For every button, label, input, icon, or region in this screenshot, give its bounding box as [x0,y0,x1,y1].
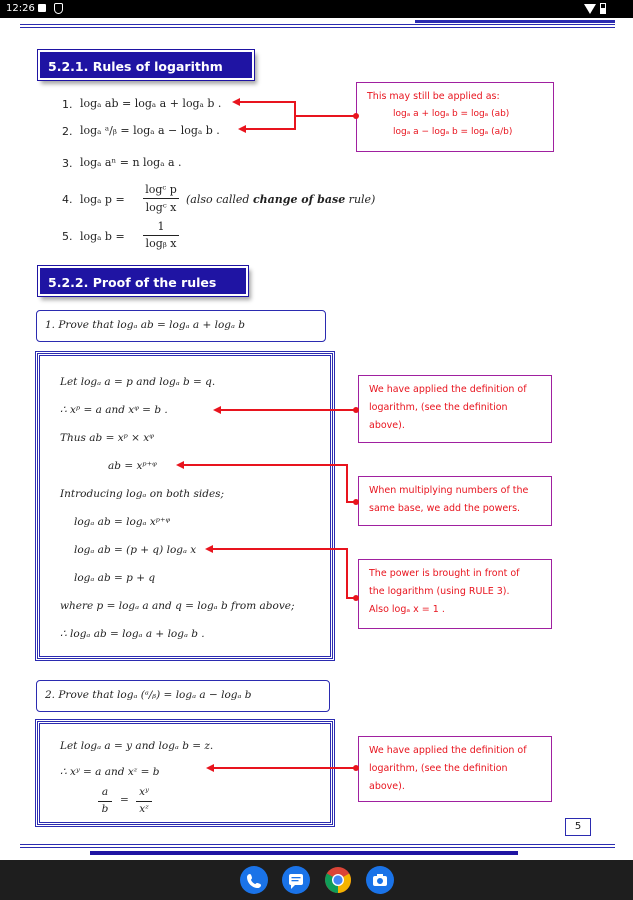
frac-lhs-num: a [101,786,109,798]
proof-line: ∴ xᵖ = a and xᵠ = b . [60,404,168,416]
rule-4-note: (also called change of base rule) [186,193,376,206]
rule-4-frac-num: logᶜ p [145,183,177,196]
rule-number: 3. [62,157,73,170]
fraction-bar [143,235,179,236]
proof-line: ∴ logₐ ab = logₐ a + logₐ b . [60,628,205,640]
rule-number: 4. [62,193,73,206]
messages-icon[interactable] [282,866,310,894]
proof-line: Introducing logₐ on both sides; [60,488,225,500]
frac-rhs-den: xᶻ [139,803,149,815]
rule-number: 1. [62,98,73,111]
battery-icon [600,3,606,14]
rule-5-frac-den: logᵦ x [145,237,177,250]
proof-line: where p = logₐ a and q = logₐ b from above; [60,600,295,612]
proof-line: logₐ ab = logₐ xᵖ⁺ᵠ [74,516,171,528]
rule-2-expr: logₐ ᵃ/ᵦ = logₐ a − logₐ b . [80,124,220,137]
rule-number: 2. [62,125,73,138]
rule-5-lhs: logₐ b = [80,230,125,243]
top-border-line [20,27,615,28]
callout-powers: When multiplying numbers of the same base, we add the powers. [358,476,552,526]
notification-icon [38,4,46,12]
proof-line: ab = xᵖ⁺ᵠ [108,460,157,472]
rule-number: 5. [62,230,73,243]
bottom-border-line [20,847,615,848]
rule-5-frac-num: 1 [157,220,165,233]
proof-line: logₐ ab = p + q [74,572,156,584]
callout-rule-3: The power is brought in front of the logarithm (using RULE 3). Also logₐ x = 1 . [358,559,552,629]
arrow-rule-2 [238,125,246,133]
section-title-rules: 5.2.1. Rules of logarithm [38,50,254,80]
proof-line: ∴ xʸ = a and xᶻ = b [60,766,160,778]
frac-rhs-num: xʸ [139,786,149,798]
phone-icon[interactable] [240,866,268,894]
proof-line: Let logₐ a = p and logₐ b = q. [60,376,216,388]
bottom-border-line [20,844,615,845]
proof-line: Let logₐ a = y and logₐ b = z. [60,740,214,752]
top-border-bar [415,20,615,23]
frac-lhs-den: b [101,803,109,815]
camera-icon[interactable] [366,866,394,894]
rule-4-lhs: logₐ p = [80,193,125,206]
page-number: 5 [565,818,591,836]
prove-2-title: 2. Prove that logₐ (ᵃ/ᵦ) = logₐ a − logₐ b [36,680,330,712]
proof-line: logₐ ab = (p + q) logₐ x [74,544,197,556]
shield-icon [54,3,63,14]
rule-1-expr: logₐ ab = logₐ a + logₐ b . [80,97,222,110]
fraction-bar [136,801,152,802]
bottom-border-bar [90,851,518,855]
fraction-bar [98,801,112,802]
rule-4-frac-den: logᶜ x [145,201,177,214]
callout-definition-1: We have applied the definition of logarithm, (see the definition above). [358,375,552,443]
dock-bar [0,860,633,900]
section-title-proof: 5.2.2. Proof of the rules [38,266,248,296]
arrow-rule-1 [232,98,240,106]
rule-3-expr: logₐ aⁿ = n logₐ a . [80,156,182,169]
chrome-icon[interactable] [324,866,352,894]
callout-definition-2: We have applied the definition of logarithm, (see the definition above). [358,736,552,802]
status-bar [0,0,633,18]
prove-1-title: 1. Prove that logₐ ab = logₐ a + logₐ b [36,310,326,342]
proof-line: Thus ab = xᵖ × xᵠ [60,432,154,444]
status-time: 12:26 [6,3,35,14]
callout-rules: This may still be applied as: logₐ a + logₐ b = logₐ (ab) logₐ a − logₐ b = logₐ (a/b) [356,82,554,152]
fraction-bar [143,198,179,199]
wifi-icon [584,4,596,14]
top-border-line [20,24,615,25]
proof-2-box: Let logₐ a = y and logₐ b = z. ∴ xʸ = a and xᶻ = b a b = xʸ xᶻ [37,721,333,825]
document-page[interactable] [0,18,633,860]
proof-1-box [37,353,333,659]
